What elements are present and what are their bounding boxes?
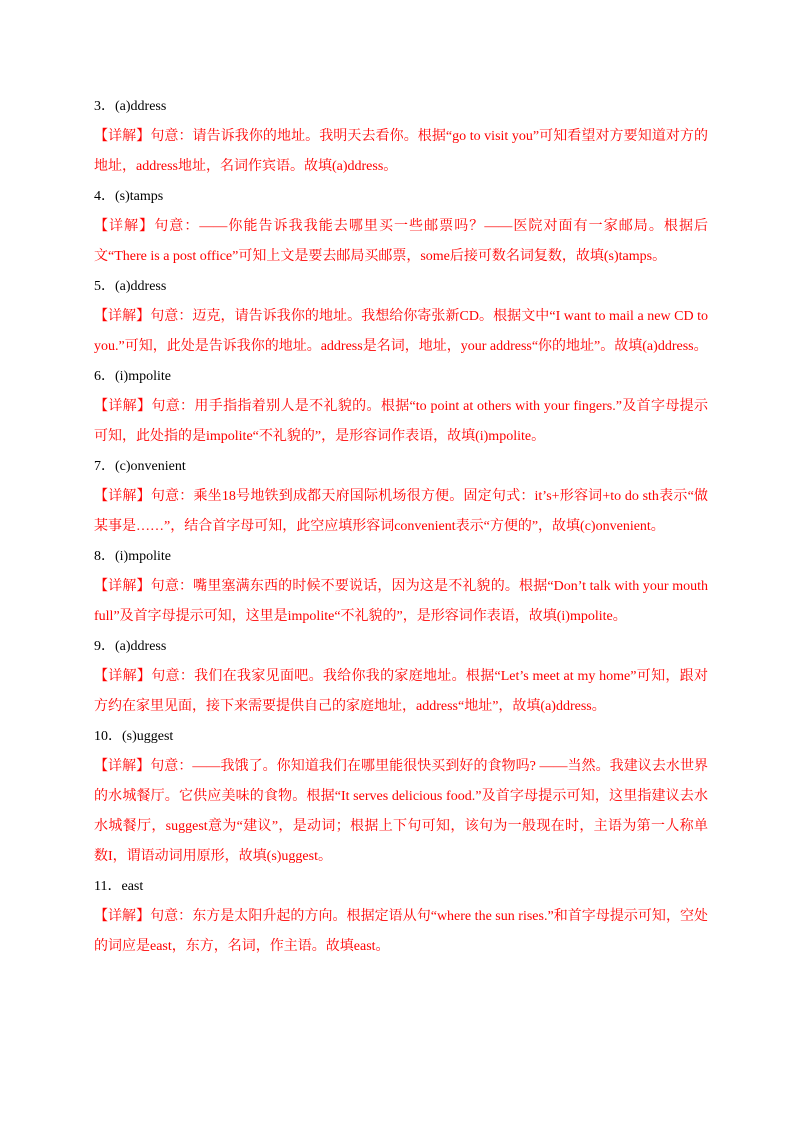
explanation-body: 句意：——我饿了。你知道我们在哪里能很快买到好的食物吗? ——当然。我建议去水世界的水城餐厅。它供应美味的食物。根据“It serves delicious food.”及首字母提示可知，这里指建议去水水城餐厅，suggest意为“建议”，是动词；根据上下句可知，该句为一般现在时，主语为第一人称单数I，谓语动词用原形，故填(s)uggest。 <box>94 759 709 864</box>
answer-item-8 <box>94 542 708 632</box>
answer-number: 7．(c)onvenient <box>94 459 186 474</box>
answer-number: 3．(a)ddress <box>94 99 167 114</box>
explanation-text <box>94 902 708 962</box>
detail-tag: 【详解】 <box>94 579 151 594</box>
answer-item-4 <box>94 182 708 272</box>
detail-tag: 【详解】 <box>94 489 151 504</box>
detail-tag: 【详解】 <box>94 399 152 414</box>
answer-item-10 <box>94 722 708 872</box>
explanation-body: 句意：——你能告诉我我能去哪里买一些邮票吗？——医院对面有一家邮局。根据后文“There is a post office”可知上文是要去邮局买邮票，some后接可数名词复数，故填(s)tamps。 <box>94 219 709 264</box>
explanation-text <box>94 122 708 182</box>
explanation-body: 句意：我们在我家见面吧。我给你我的家庭地址。根据“Let’s meet at my home”可知，跟对方约在家里见面，接下来需要提供自己的家庭地址，address“地址”，故填(a)ddress。 <box>94 669 708 714</box>
detail-tag: 【详解】 <box>94 219 155 234</box>
explanation-body: 句意：嘴里塞满东西的时候不要说话，因为这是不礼貌的。根据“Don’t talk with your mouth full”及首字母提示可知，这里是impolite“不礼貌的”，是形容词作表语，故填(i)mpolite。 <box>94 579 708 624</box>
explanation-text <box>94 482 708 542</box>
answer-number: 4．(s)tamps <box>94 189 164 204</box>
answer-explanations <box>94 92 708 962</box>
explanation-text <box>94 302 708 362</box>
explanation-body: 句意：请告诉我你的地址。我明天去看你。根据“go to visit you”可知看望对方要知道对方的地址，address地址，名词作宾语。故填(a)ddress。 <box>94 129 709 174</box>
detail-tag: 【详解】 <box>94 129 151 144</box>
answer-item-3 <box>94 92 708 182</box>
explanation-text <box>94 662 708 722</box>
explanation-body: 句意：东方是太阳升起的方向。根据定语从句“where the sun rises.”和首字母提示可知，空处的词应是east，东方，名词，作主语。故填east。 <box>94 909 708 954</box>
detail-tag: 【详解】 <box>94 909 151 924</box>
explanation-text <box>94 392 708 452</box>
answer-number: 5．(a)ddress <box>94 279 167 294</box>
explanation-body: 句意：乘坐18号地铁到成都天府国际机场很方便。固定句式：it’s+形容词+to do sth表示“做某事是……”，结合首字母可知，此空应填形容词convenient表示“方便的”，故填(c)onvenient。 <box>94 489 708 534</box>
answer-number: 8．(i)mpolite <box>94 549 171 564</box>
detail-tag: 【详解】 <box>94 759 151 774</box>
detail-tag: 【详解】 <box>94 669 152 684</box>
answer-item-11 <box>94 872 708 962</box>
explanation-text <box>94 752 708 872</box>
answer-item-5 <box>94 272 708 362</box>
answer-number: 6．(i)mpolite <box>94 369 171 384</box>
explanation-text <box>94 572 708 632</box>
explanation-body: 句意：用手指指着别人是不礼貌的。根据“to point at others with your fingers.”及首字母提示可知，此处指的是impolite“不礼貌的”，是形容词作表语，故填(i)mpolite。 <box>94 399 709 444</box>
detail-tag: 【详解】 <box>94 309 151 324</box>
answer-item-9 <box>94 632 708 722</box>
answer-number: 10．(s)uggest <box>94 729 174 744</box>
answer-number: 9．(a)ddress <box>94 639 167 654</box>
answer-number: 11．east <box>94 879 144 894</box>
explanation-body: 句意：迈克，请告诉我你的地址。我想给你寄张新CD。根据文中“I want to mail a new CD to you.”可知，此处是告诉我你的地址。address是名词，地址，your address“你的地址”。故填(a)ddress。 <box>94 309 709 354</box>
answer-item-7 <box>94 452 708 542</box>
explanation-text <box>94 212 708 272</box>
answer-item-6 <box>94 362 708 452</box>
